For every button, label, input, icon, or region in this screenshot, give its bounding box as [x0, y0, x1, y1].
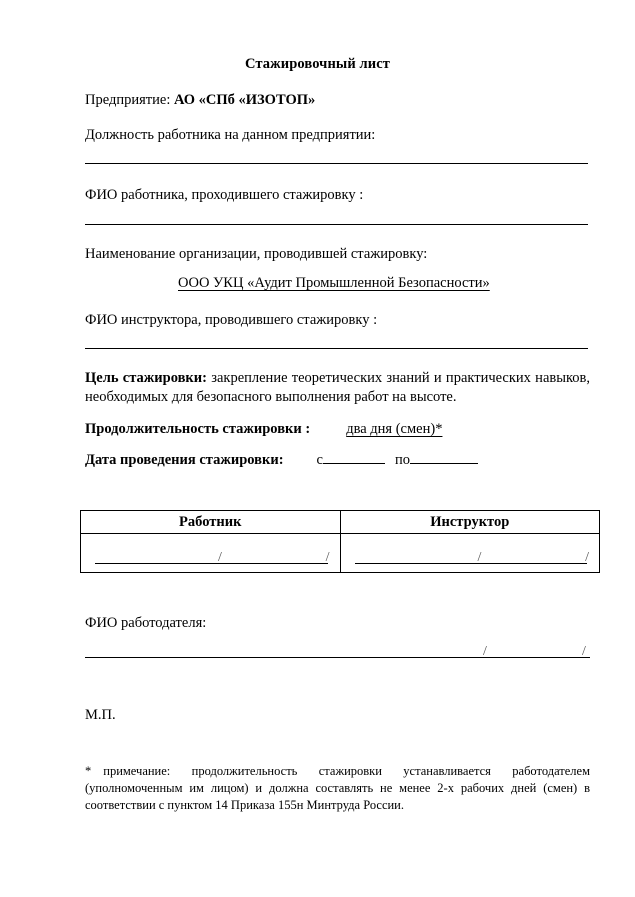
instructor-name-blank-line[interactable] [85, 348, 588, 349]
enterprise-label: Предприятие: [85, 92, 171, 108]
employer-slash-2: / [582, 644, 586, 659]
date-label: Дата проведения стажировки: [85, 452, 284, 468]
instructor-name-label: ФИО инструктора, проводившего стажировку : [85, 312, 378, 328]
trainee-name-label: ФИО работника, проходившего стажировку : [85, 187, 364, 203]
instructor-signature-cell[interactable] [340, 534, 600, 573]
duration-row [85, 421, 442, 438]
enterprise-value: АО «СПб «ИЗОТОП» [173, 92, 316, 108]
date-from-input[interactable] [323, 463, 385, 464]
date-to-prefix: по [394, 452, 410, 468]
date-from-prefix: с [316, 452, 323, 468]
enterprise-row [85, 91, 315, 109]
footnote [85, 763, 590, 814]
date-to-input[interactable] [410, 463, 478, 464]
column-header-employee: Работник [81, 511, 341, 534]
seal-label: М.П. [85, 707, 116, 723]
employer-signature-line[interactable] [85, 657, 590, 658]
employer-slash-1: / [483, 644, 487, 659]
employer-name-label: ФИО работодателя: [85, 615, 207, 631]
document-title: Стажировочный лист [245, 56, 390, 72]
employer-signature-area [85, 640, 590, 662]
footnote-marker: * [85, 764, 92, 778]
employee-signature-area [81, 534, 340, 572]
instructor-signature-line[interactable] [355, 563, 588, 564]
employee-signature-cell[interactable] [81, 534, 341, 573]
position-label: Должность работника на данном предприятии: [85, 127, 376, 143]
employee-slash-2: / [325, 550, 330, 565]
employee-signature-line[interactable] [95, 563, 328, 564]
goal-paragraph [85, 369, 590, 407]
table-header-row [81, 511, 600, 534]
instructor-slash-2: / [585, 550, 589, 565]
column-header-instructor: Инструктор [340, 511, 600, 534]
organization-label: Наименование организации, проводившей стажировку: [85, 246, 428, 262]
date-row [85, 452, 478, 469]
footnote-text: примечание: продолжительность стажировки устанавливается работодателем (уполномоченным им лицом) и должна составлять не менее 2-х рабочих дней (смен) в соответствии с пунктом 14 Приказа 155н Минтруда России. [85, 764, 590, 812]
table-row [81, 534, 600, 573]
instructor-signature-area [341, 534, 600, 572]
organization-value: ООО УКЦ «Аудит Промышленной Безопасности» [178, 275, 490, 291]
signature-table [80, 510, 600, 573]
employee-slash-1: / [218, 550, 222, 565]
goal-text: закрепление теоретических знаний и практических навыков, необходимых для безопасного выполнения работ на высоте. [85, 370, 590, 405]
duration-value: два дня (смен)* [346, 421, 443, 437]
goal-label: Цель стажировки: [85, 370, 207, 386]
position-blank-line[interactable] [85, 163, 588, 164]
instructor-slash-1: / [477, 550, 482, 565]
duration-label: Продолжительность стажировки : [85, 421, 311, 437]
trainee-name-blank-line[interactable] [85, 224, 588, 225]
